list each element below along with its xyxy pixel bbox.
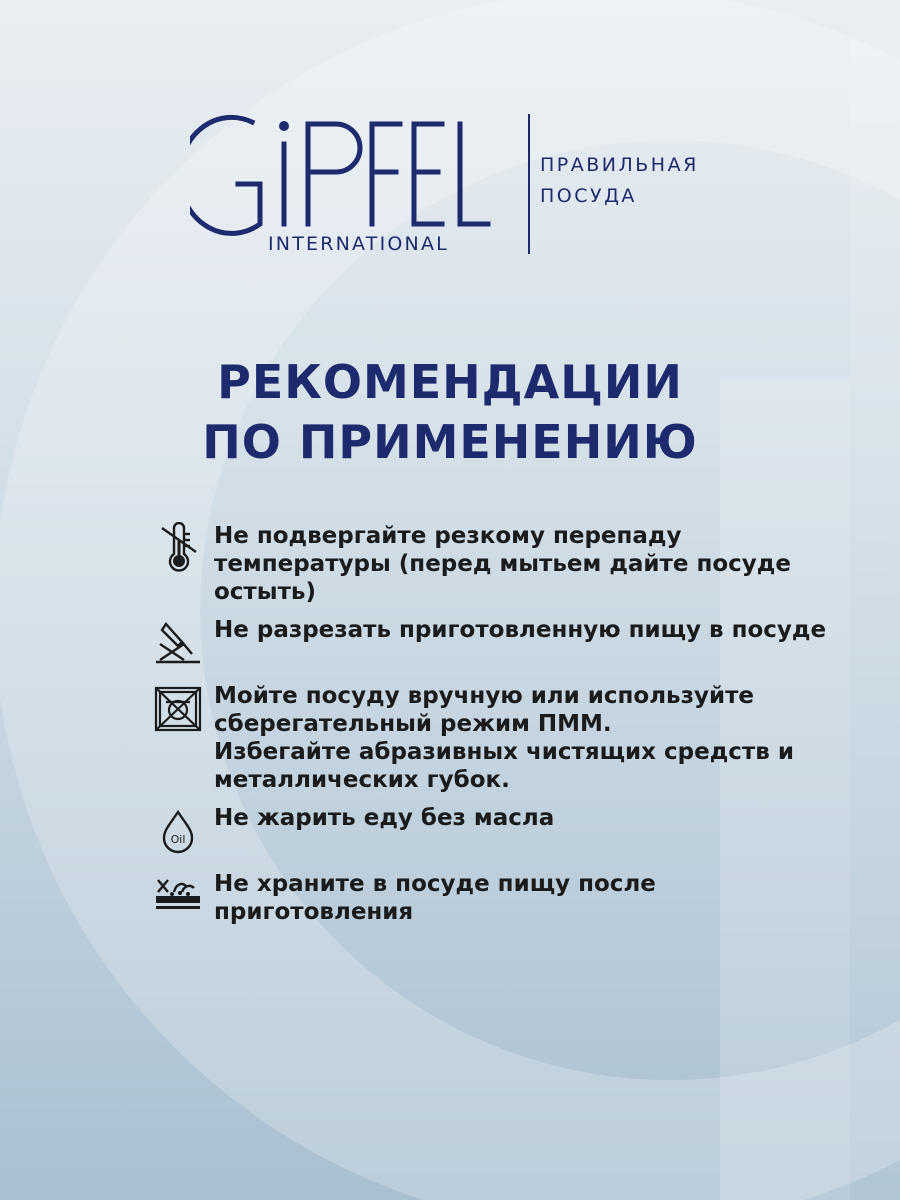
recommendation-item: [150, 682, 870, 794]
recommendation-line: приготовления: [214, 899, 414, 925]
heading-line: ПО ПРИМЕНЕНИЮ: [202, 415, 698, 469]
svg-text:INTERNATIONAL: INTERNATIONAL: [268, 233, 449, 255]
recommendation-line: Мойте посуду вручную или используйте: [214, 683, 755, 709]
recommendation-text: [214, 616, 826, 644]
recommendation-line: Не разрезать приготовленную пищу в посуде: [214, 617, 827, 643]
recommendation-line: металлических губок.: [214, 767, 510, 793]
no-dishwasher-icon: [150, 682, 206, 738]
recommendation-text: [214, 870, 656, 926]
recommendation-line: Не жарить еду без масла: [214, 805, 555, 831]
recommendation-item: [150, 870, 870, 926]
tagline-line: ПОСУДА: [540, 185, 637, 207]
no-knife-icon: [150, 616, 206, 672]
recommendation-item: [150, 804, 870, 860]
brand-tagline: [540, 150, 740, 212]
page-heading: [0, 352, 900, 472]
recommendation-line: Не подвергайте резкому перепаду: [214, 523, 682, 549]
logo-subtext: [268, 230, 498, 256]
recommendation-line: сберегательный режим ПММ.: [214, 711, 612, 737]
recommendations-list: [150, 522, 870, 936]
recommendation-text: [214, 522, 791, 606]
recommendation-item: [150, 522, 870, 606]
oil-drop-icon: [150, 804, 206, 860]
heading-line: РЕКОМЕНДАЦИИ: [217, 355, 683, 409]
recommendation-text: [214, 682, 794, 794]
recommendation-line: остыть): [214, 579, 316, 605]
svg-text:Oil: Oil: [170, 833, 186, 846]
recommendation-line: температуры (перед мытьем дайте посуде: [214, 551, 791, 577]
logo-divider: [528, 114, 530, 254]
thermometer-icon: [150, 522, 206, 578]
recommendation-line: Не храните в посуде пищу после: [214, 871, 656, 897]
tagline-line: ПРАВИЛЬНАЯ: [540, 154, 699, 176]
brand-logo: [190, 112, 720, 257]
recommendation-line: Избегайте абразивных чистящих средств и: [214, 739, 794, 765]
recommendation-text: [214, 804, 554, 832]
recommendation-item: [150, 616, 870, 672]
no-food-storage-icon: [150, 870, 206, 926]
